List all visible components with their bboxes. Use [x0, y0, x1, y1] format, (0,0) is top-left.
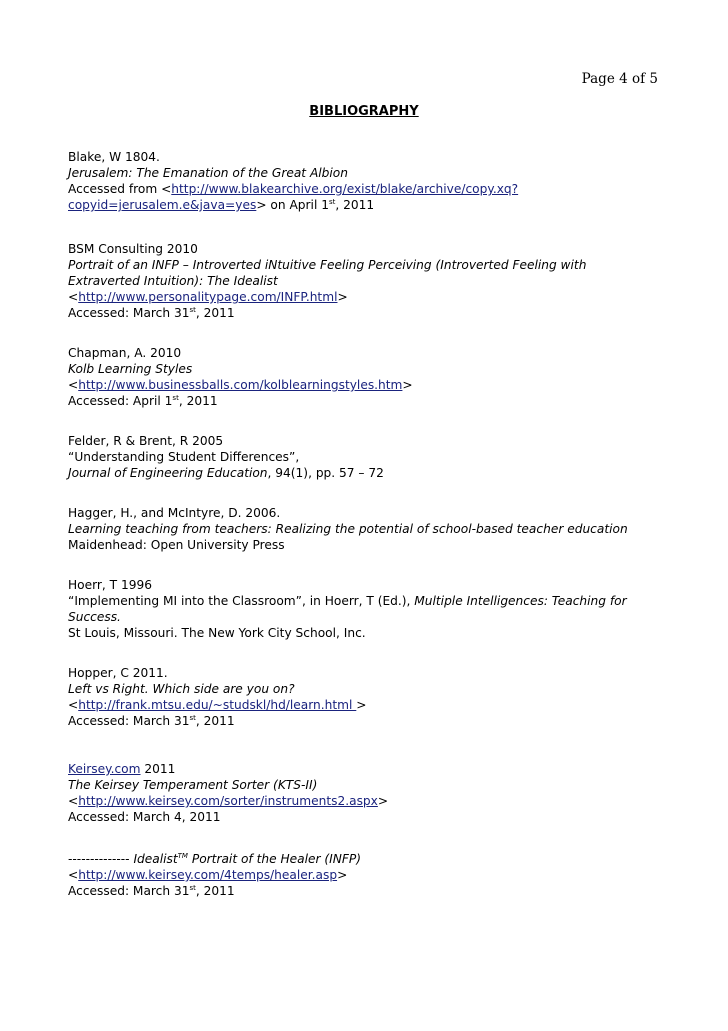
- entry-url: <http://www.personalitypage.com/INFP.html>: [68, 290, 348, 304]
- bibliography-entry: [68, 761, 388, 825]
- entry-article: “Understanding Student Differences”,: [68, 450, 300, 464]
- entry-accessed: Accessed: March 31st, 2011: [68, 713, 235, 728]
- entry-url: <http://www.businessballs.com/kolblearningstyles.htm>: [68, 378, 413, 392]
- entry-title: Jerusalem: The Emanation of the Great Albion: [68, 166, 348, 180]
- bibliography-entry: [68, 149, 518, 213]
- entry-title: -------------- Idealist™ Portrait of the Healer (INFP): [68, 851, 361, 866]
- entry-author: Felder, R & Brent, R 2005: [68, 434, 224, 448]
- entry-author: Hagger, H., and McIntyre, D. 2006.: [68, 506, 281, 520]
- entry-accessed: Accessed: March 4, 2011: [68, 810, 221, 824]
- entry-title: Portrait of an INFP – Introverted iNtuitive Feeling Perceiving (Introverted Feeling with Extraverted Intuition): The Idealist: [68, 258, 587, 288]
- entry-journal: Journal of Engineering Education, 94(1), pp. 57 – 72: [68, 466, 384, 480]
- entry-author: BSM Consulting 2010: [68, 242, 198, 256]
- entry-accessed: Accessed: March 31st, 2011: [68, 305, 235, 320]
- bibliography-entry: [68, 851, 361, 899]
- entry-title: Kolb Learning Styles: [68, 362, 193, 376]
- entry-url-link[interactable]: http://www.keirsey.com/sorter/instruments2.aspx: [78, 794, 378, 808]
- bibliography-entry: [68, 241, 668, 321]
- entry-chapter: “Implementing MI into the Classroom”, in Hoerr, T (Ed.), Multiple Intelligences: Teaching for Success.: [68, 594, 627, 624]
- entry-author: Hoerr, T 1996: [68, 578, 153, 592]
- entry-title: Left vs Right. Which side are you on?: [68, 682, 295, 696]
- entry-url-link[interactable]: http://frank.mtsu.edu/~studskl/hd/learn.html: [78, 698, 357, 712]
- entry-publisher: St Louis, Missouri. The New York City School, Inc.: [68, 626, 366, 640]
- entry-title: The Keirsey Temperament Sorter (KTS-II): [68, 778, 318, 792]
- entry-title: Learning teaching from teachers: Realizing the potential of school-based teacher education: [68, 522, 628, 536]
- entry-author: Hopper, C 2011.: [68, 666, 168, 680]
- entry-accessed: Accessed: March 31st, 2011: [68, 883, 235, 898]
- entry-url-link[interactable]: http://www.keirsey.com/4temps/healer.asp: [78, 868, 338, 882]
- entry-author: Chapman, A. 2010: [68, 346, 182, 360]
- entry-publisher: Maidenhead: Open University Press: [68, 538, 285, 552]
- bibliography-entry: [68, 345, 413, 409]
- entry-author-link[interactable]: Keirsey.com: [68, 762, 141, 776]
- entry-access: Accessed from <http://www.blakearchive.org/exist/blake/archive/copy.xq?: [68, 182, 519, 196]
- entry-url: <http://www.keirsey.com/sorter/instruments2.aspx>: [68, 794, 389, 808]
- entry-author: Blake, W 1804.: [68, 150, 160, 164]
- entry-url-link-cont[interactable]: copyid=jerusalem.e&java=yes: [68, 198, 257, 212]
- bibliography-entry: [68, 505, 628, 553]
- entry-url-link[interactable]: http://www.businessballs.com/kolblearningstyles.htm: [78, 378, 403, 392]
- page-number: Page 4 of 5: [581, 71, 658, 87]
- bibliography-entry: [68, 433, 384, 481]
- entry-url: <http://frank.mtsu.edu/~studskl/hd/learn.html >: [68, 698, 367, 712]
- entry-accessed: Accessed: April 1st, 2011: [68, 393, 218, 408]
- entry-url-link[interactable]: http://www.personalitypage.com/INFP.html: [78, 290, 338, 304]
- entry-url: <http://www.keirsey.com/4temps/healer.asp>: [68, 868, 348, 882]
- entry-access-cont: copyid=jerusalem.e&java=yes> on April 1st, 2011: [68, 197, 375, 212]
- entry-url-link[interactable]: http://www.blakearchive.org/exist/blake/archive/copy.xq?: [171, 182, 519, 196]
- bibliography-entry: [68, 577, 668, 641]
- entry-author: Keirsey.com 2011: [68, 762, 176, 776]
- bibliography-entry: [68, 665, 367, 729]
- page-title: BIBLIOGRAPHY: [309, 104, 419, 119]
